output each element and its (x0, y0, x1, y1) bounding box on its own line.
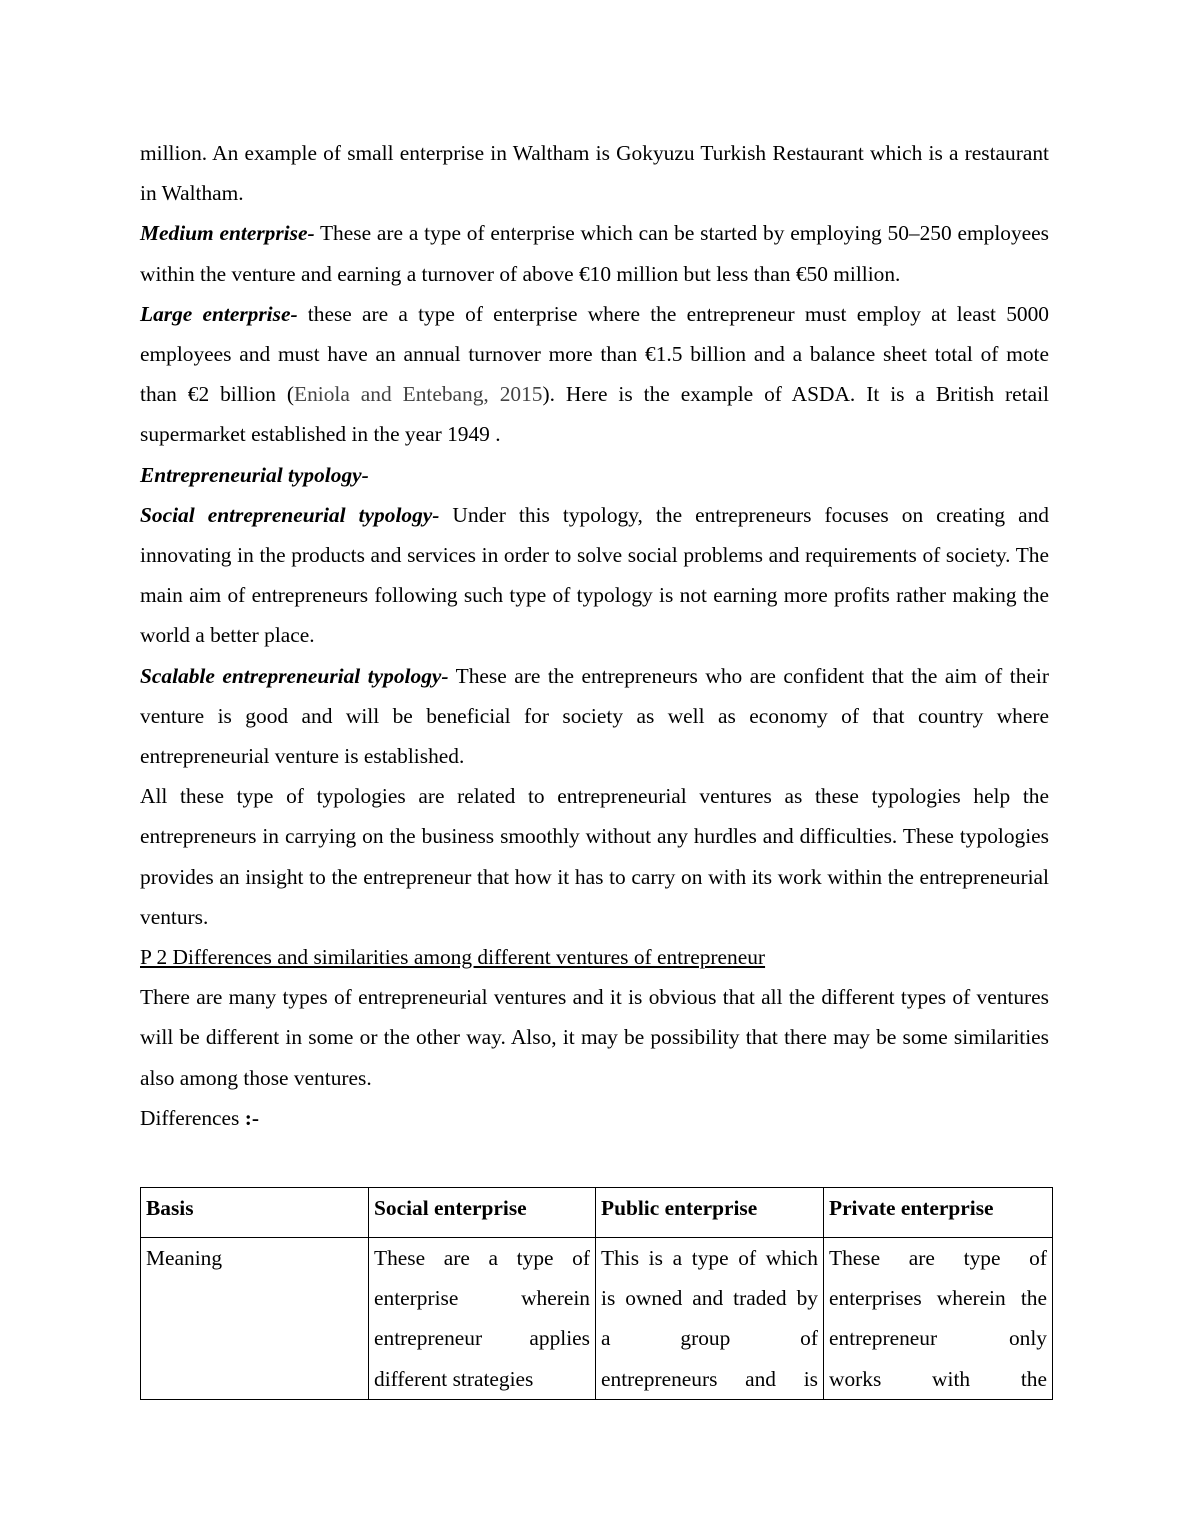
cell-line: enterprises wherein the (829, 1286, 1047, 1311)
section-heading-typology: Entrepreneurial typology- (140, 462, 369, 487)
header-social-enterprise: Social enterprise (369, 1188, 596, 1238)
cell-private (824, 1238, 1053, 1400)
cell-social (369, 1238, 596, 1400)
paragraph-medium-enterprise (140, 213, 1049, 293)
large-enterprise-term: Large enterprise- (140, 301, 298, 326)
cell-line: works with the (829, 1366, 1047, 1391)
citation: Eniola and Entebang, 2015 (294, 382, 543, 407)
paragraph-ventures-intro: There are many types of entrepreneurial ventures and it is obvious that all the different types of ventures will be different in some or the other way. Also, it may be possibility that there may be some similarities also among those ventures. (140, 985, 1049, 1090)
medium-enterprise-text: These are a type of enterprise which can be started by employing 50–250 employees within the venture and earning a turnover of above €10 million but less than €50 million. (140, 221, 1049, 286)
cell-public (596, 1238, 824, 1400)
cell-line: entrepreneur only (829, 1326, 1047, 1351)
social-typology-term: Social entrepreneurial typology- (140, 502, 440, 527)
scalable-typology-term: Scalable entrepreneurial typology- (140, 663, 449, 688)
cell-line: a group of (601, 1326, 818, 1351)
paragraph-scalable-typology (140, 656, 1049, 777)
cell-line: This is a type of which (601, 1246, 818, 1270)
paragraph-small-enterprise-end: million. An example of small enterprise in Waltham is Gokyuzu Turkish Restaurant which is a restaurant in Waltham. (140, 141, 1049, 206)
differences-text: Differences (140, 1105, 245, 1130)
large-enterprise-text-b: ). Here is the example of ASDA. It is a British retail supermarket established in the year 1949 . (140, 382, 1049, 447)
differences-suffix: :- (244, 1105, 259, 1130)
cell-line: enterprise wherein (374, 1286, 590, 1311)
paragraph-social-typology (140, 495, 1049, 656)
differences-label (140, 1098, 1049, 1138)
paragraph-typologies-summary: All these type of typologies are related to entrepreneurial ventures as these typologies help the entrepreneurs in carrying on the business smoothly without any hurdles and difficulties. These typologies provides an insight to the entrepreneur that how it has to carry on with its work within the entrepreneurial venturs. (140, 784, 1049, 929)
large-enterprise-text-a: these are a type of enterprise where the entrepreneur must employ at least 5000 employees and must have an annual turnover more than €1.5 billion and a balance sheet total of mote than €2 billion ( (140, 301, 1049, 407)
section-heading-p2: P 2 Differences and similarities among different ventures of entrepreneur (140, 945, 766, 970)
medium-enterprise-term: Medium enterprise- (140, 221, 315, 246)
cell-line: different strategies (374, 1366, 534, 1391)
header-private-enterprise: Private enterprise (824, 1188, 1053, 1238)
cell-line: These are a type of (374, 1246, 590, 1270)
table-row (141, 1238, 1053, 1400)
document-body (140, 133, 1049, 1138)
cell-basis: Meaning (141, 1238, 369, 1400)
header-basis: Basis (141, 1188, 369, 1238)
paragraph-large-enterprise (140, 294, 1049, 455)
cell-line: entrepreneur applies (374, 1326, 590, 1351)
scalable-typology-text: These are the entrepreneurs who are confident that the aim of their venture is good and will be beneficial for society as well as economy of that country where entrepreneurial venture is established. (140, 663, 1049, 769)
cell-line: is owned and traded by (601, 1286, 818, 1311)
cell-line: These are type of (829, 1246, 1047, 1270)
header-public-enterprise: Public enterprise (596, 1188, 824, 1238)
cell-line: entrepreneurs and is (601, 1366, 818, 1391)
table-header-row (141, 1188, 1053, 1238)
differences-table (140, 1187, 1053, 1400)
social-typology-text: Under this typology, the entrepreneurs focuses on creating and innovating in the products and services in order to solve social problems and requirements of society. The main aim of entrepreneurs following such type of typology is not earning more profits rather making the world a better place. (140, 502, 1049, 648)
